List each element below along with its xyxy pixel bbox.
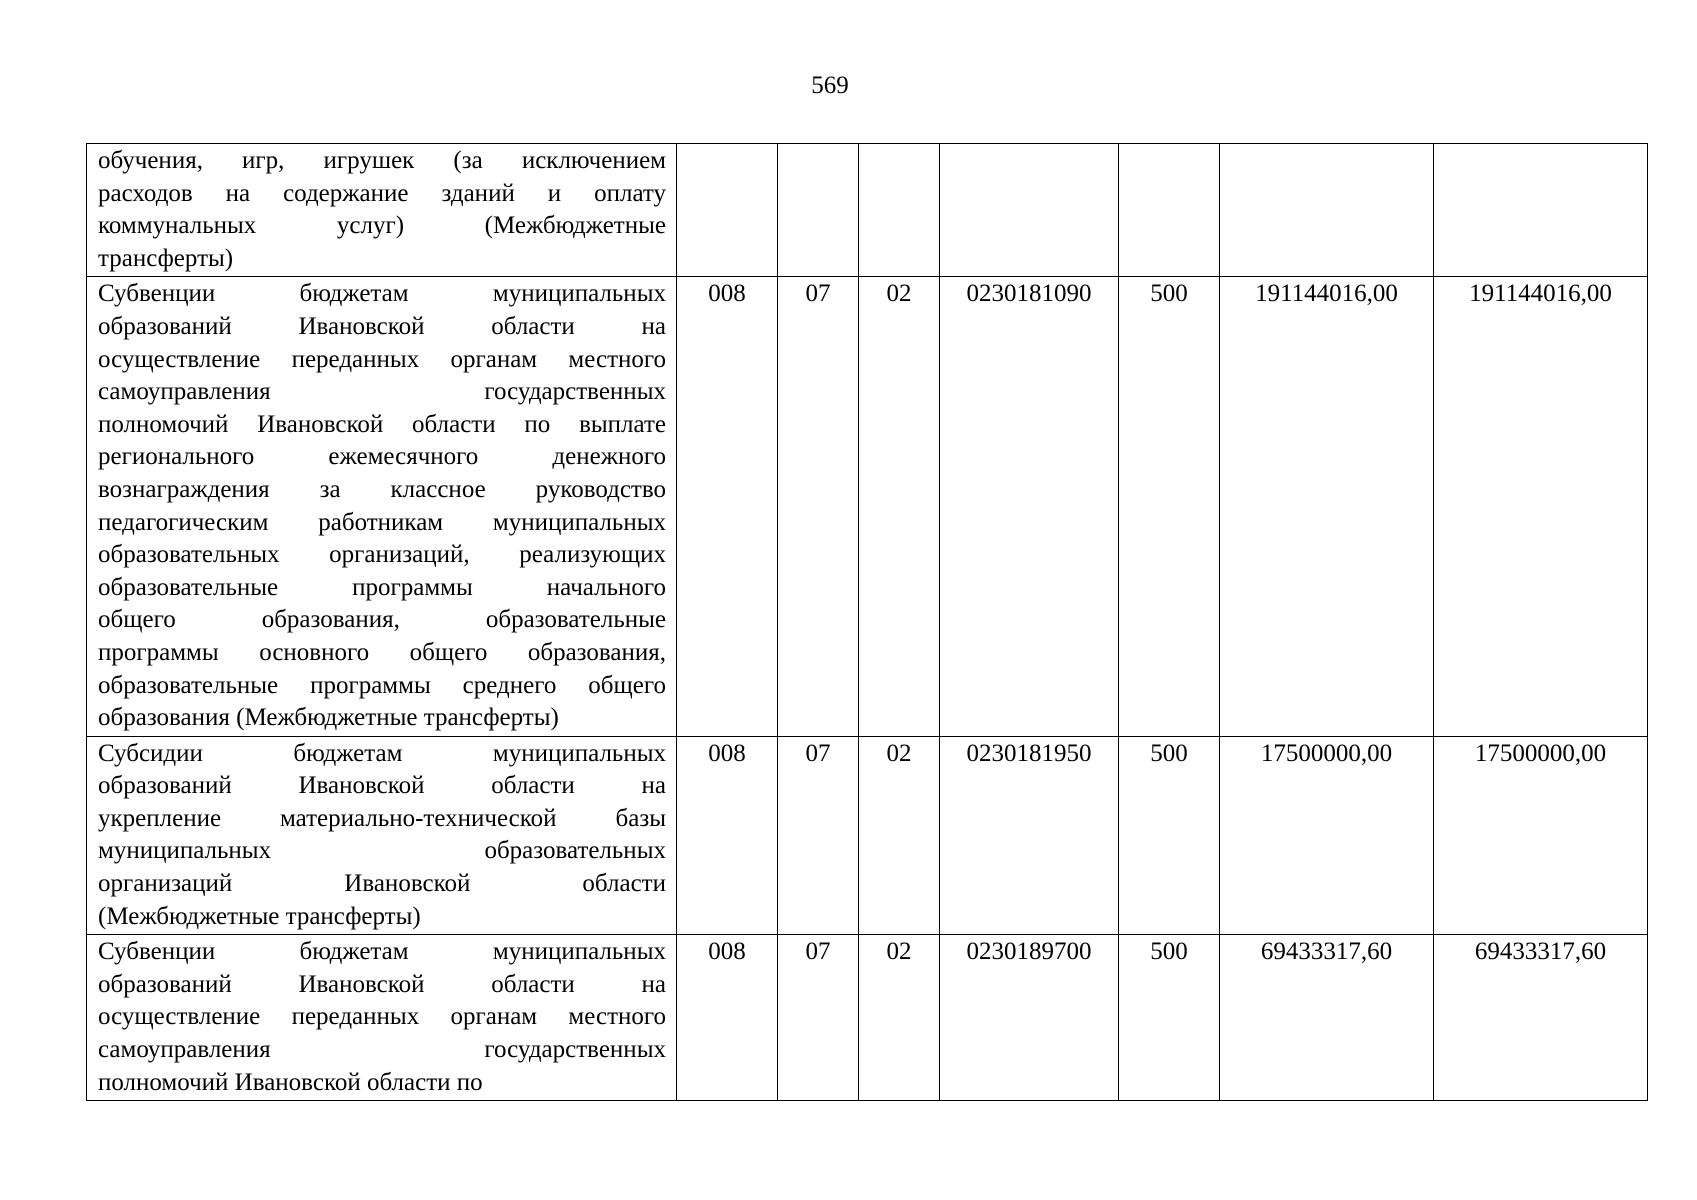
section-code-cell: 07 (778, 736, 859, 935)
amount-first-cell: 69433317,60 (1220, 935, 1434, 1101)
description-line: коммунальных услуг) (Межбюджетные (98, 212, 666, 240)
ministry-code-cell: 008 (677, 935, 778, 1101)
amount-second-cell: 191144016,00 (1434, 277, 1648, 736)
target-article-cell (940, 144, 1119, 277)
description-line: полномочий Ивановской области по выплате (98, 410, 666, 438)
description-line: образовательных организаций, реализующих (98, 541, 666, 569)
description-line: образований Ивановской области на (98, 970, 666, 998)
section-code-cell: 07 (778, 935, 859, 1101)
description-line: обучения, игр, игрушек (за исключением (98, 147, 666, 174)
description-line: программы основного общего образования, (98, 638, 666, 666)
description-line: осуществление переданных органам местного (98, 1003, 666, 1031)
budget-table-body (87, 144, 1648, 1101)
budget-table (86, 143, 1648, 1101)
subsection-code-cell: 02 (859, 935, 940, 1101)
table-row (87, 144, 1648, 277)
target-article-cell: 0230189700 (940, 935, 1119, 1101)
ministry-code-cell: 008 (677, 736, 778, 935)
description-line: образований Ивановской области на (98, 312, 666, 340)
subsection-code-cell (859, 144, 940, 277)
description-cell (87, 144, 677, 277)
description-line: самоуправления государственных (98, 378, 666, 406)
description-line: полномочий Ивановской области по (98, 1068, 483, 1096)
description-line: расходов на содержание зданий и оплату (98, 179, 666, 207)
ministry-code-cell (677, 144, 778, 277)
description-line: образовательные программы начального (98, 573, 666, 601)
amount-first-cell: 191144016,00 (1220, 277, 1434, 736)
description-line: регионального ежемесячного денежного (98, 443, 666, 471)
subsection-code-cell: 02 (859, 277, 940, 736)
amount-second-cell: 17500000,00 (1434, 736, 1648, 935)
description-cell (87, 277, 677, 736)
target-article-cell: 0230181950 (940, 736, 1119, 935)
description-line: образования (Межбюджетные трансферты) (98, 704, 559, 732)
description-line: педагогическим работникам муниципальных (98, 508, 666, 536)
table-row (87, 736, 1648, 935)
description-line: образовательные программы среднего общего (98, 671, 666, 699)
description-cell (87, 736, 677, 935)
description-line: Субсидии бюджетам муниципальных (98, 739, 666, 767)
page-number: 569 (811, 72, 849, 99)
description-line: образований Ивановской области на (98, 772, 666, 800)
description-line: общего образования, образовательные (98, 606, 666, 634)
description-line: осуществление переданных органам местного (98, 345, 666, 373)
amount-first-cell: 17500000,00 (1220, 736, 1434, 935)
description-line: (Межбюджетные трансферты) (98, 902, 421, 930)
description-line: самоуправления государственных (98, 1036, 666, 1064)
description-line: вознаграждения за классное руководство (98, 475, 666, 503)
section-code-cell: 07 (778, 277, 859, 736)
expense-type-cell: 500 (1119, 736, 1220, 935)
description-line: Субвенции бюджетам муниципальных (98, 938, 666, 966)
expense-type-cell (1119, 144, 1220, 277)
target-article-cell: 0230181090 (940, 277, 1119, 736)
description-line: муниципальных образовательных (98, 837, 666, 865)
amount-second-cell (1434, 144, 1648, 277)
table-row (87, 935, 1648, 1101)
amount-second-cell: 69433317,60 (1434, 935, 1648, 1101)
description-line: укрепление материально-технической базы (98, 804, 666, 832)
description-line: Субвенции бюджетам муниципальных (98, 280, 666, 308)
ministry-code-cell: 008 (677, 277, 778, 736)
description-line: трансферты) (98, 244, 234, 272)
description-line: организаций Ивановской области (98, 870, 666, 898)
section-code-cell (778, 144, 859, 277)
table-row (87, 277, 1648, 736)
expense-type-cell: 500 (1119, 935, 1220, 1101)
amount-first-cell (1220, 144, 1434, 277)
description-cell (87, 935, 677, 1101)
subsection-code-cell: 02 (859, 736, 940, 935)
expense-type-cell: 500 (1119, 277, 1220, 736)
